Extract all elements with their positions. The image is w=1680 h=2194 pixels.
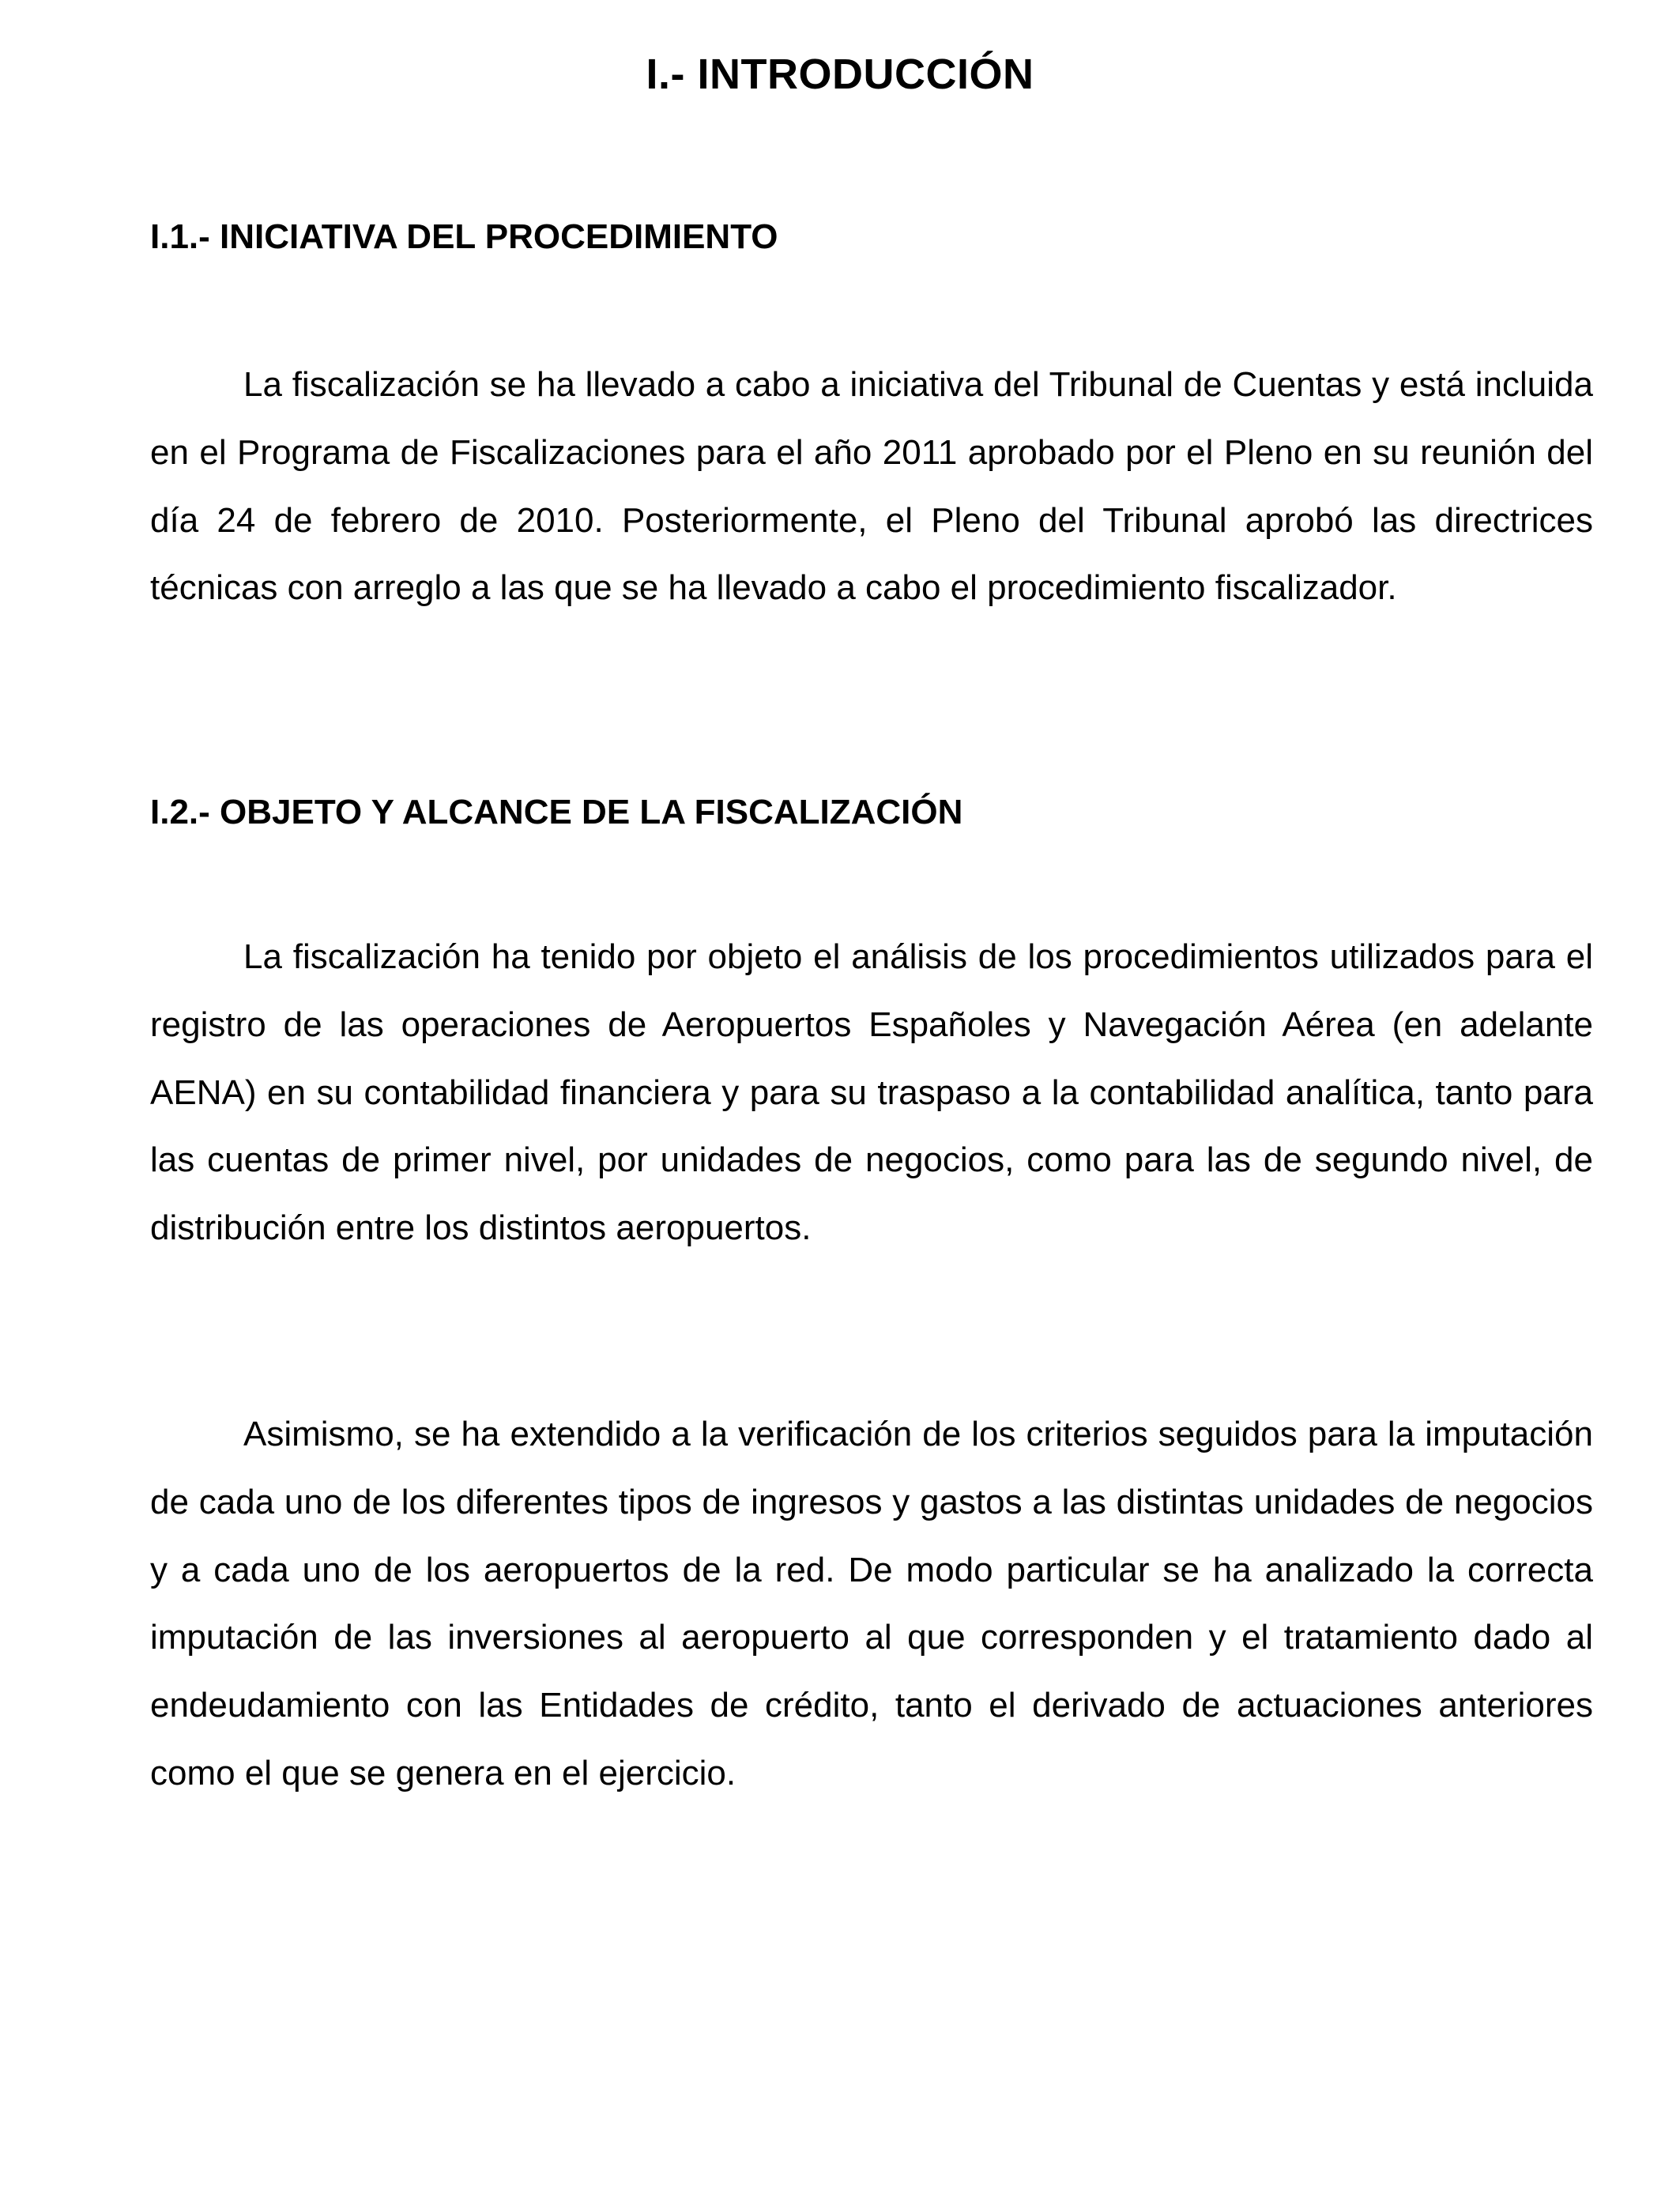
page-title: I.- INTRODUCCIÓN bbox=[646, 51, 1034, 98]
paragraph-alcance: Asimismo, se ha extendido a la verificación de los criterios seguidos para la imputación de cada uno de los diferentes tipos de ingresos y gastos a las distintas unidades de negocios y a cada uno de los aeropuertos de la red. De modo particular se ha analizado la correcta imputación de las inversiones al aeropuerto al que corresponden y el tratamiento dado al endeudamiento con las Entidades de crédito, tanto el derivado de actuaciones anteriores como el que se genera en el ejercicio. bbox=[150, 1415, 1593, 1793]
section-heading-objeto-alcance: I.2.- OBJETO Y ALCANCE DE LA FISCALIZACIÓN bbox=[150, 793, 963, 831]
section-heading-iniciativa: I.1.- INICIATIVA DEL PROCEDIMIENTO bbox=[150, 217, 778, 256]
paragraph-iniciativa: La fiscalización se ha llevado a cabo a iniciativa del Tribunal de Cuentas y está incluida en el Programa de Fiscalizaciones para el año 2011 aprobado por el Pleno en su reunión del día 24 de febrero de 2010. Posteriormente, el Pleno del Tribunal aprobó las directrices técnicas con arreglo a las que se ha llevado a cabo el procedimiento fiscalizador. bbox=[150, 365, 1593, 608]
paragraph-objeto: La fiscalización ha tenido por objeto el análisis de los procedimientos utilizados para el registro de las operaciones de Aeropuertos Españoles y Navegación Aérea (en adelante AENA) en su contabilidad financiera y para su traspaso a la contabilidad analítica, tanto para las cuentas de primer nivel, por unidades de negocios, como para las de segundo nivel, de distribución entre los distintos aeropuertos. bbox=[150, 937, 1593, 1248]
